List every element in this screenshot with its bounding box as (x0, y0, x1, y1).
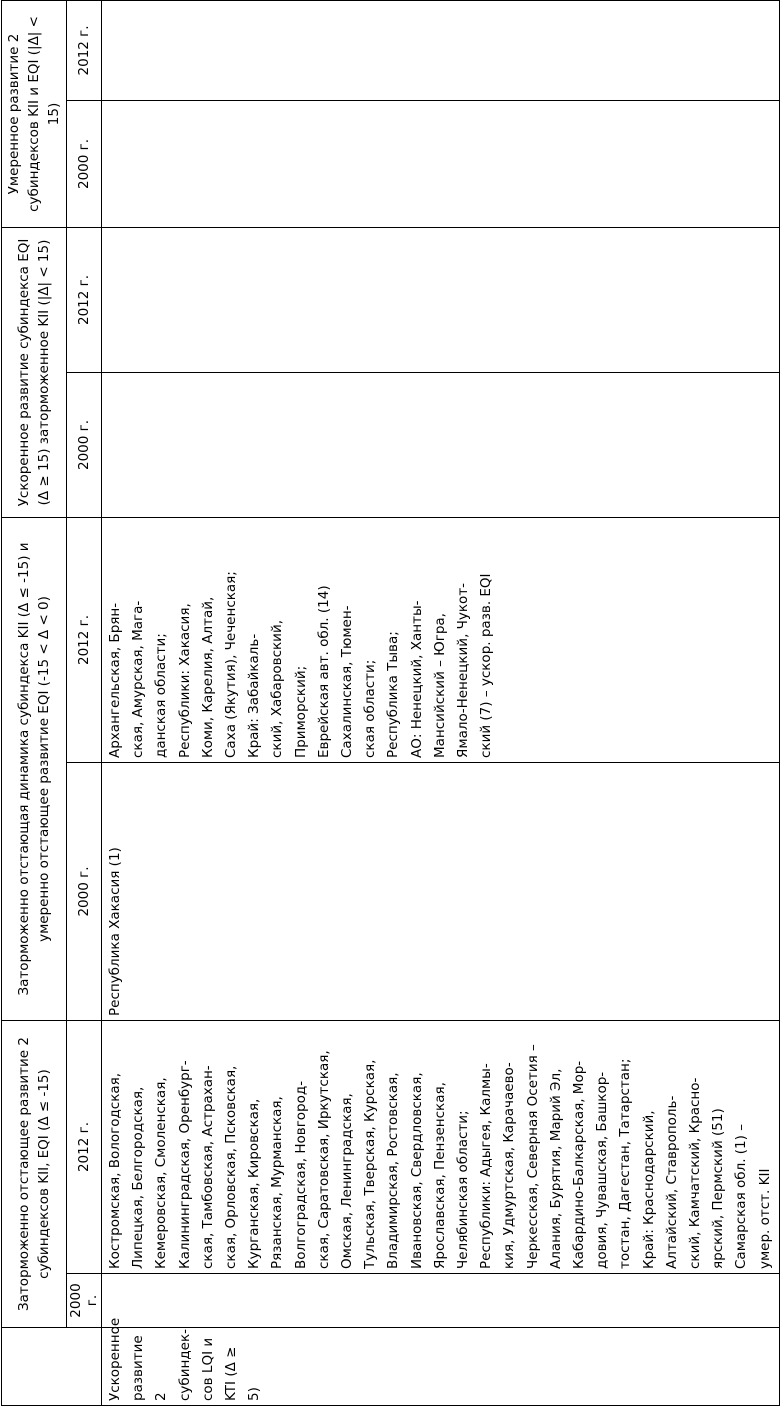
development-table (1, 0, 780, 1406)
group-header-2: Заторможенно отстающая динамика субиндекса KII (Δ ≤ -15) и умеренно отстающее развитие EQI (-15 < Δ < 0) (2, 517, 67, 1020)
year-header: 2012 г. (67, 227, 102, 372)
year-header: 2000 г. (67, 372, 102, 517)
table-cell: Архангельская, Брян- ская, Амурская, Мага- данская области; Республики: Хакасия, Коми, Карелия, Алтай, Саха (Якутия), Чеченская; Край: Забайкаль- ский, Хабаровский, Приморский; Еврейская авт. обл. (14) Сахалинская, Тюмен- ская области; Республика Тыва; АО: Ненецкий, Ханты- Мансийский – Югра, Ямало-Ненецкий, Чукот- ский (7) – ускор. разв. EQI (102, 517, 780, 762)
table-cell (102, 372, 780, 517)
table-cell (102, 1274, 780, 1328)
header-row (2, 0, 67, 1405)
year-header: 2012 г. (67, 0, 102, 100)
corner-cell (2, 1328, 102, 1406)
table-cell (102, 227, 780, 372)
table-cell: Республика Хакасия (1) (102, 763, 780, 1021)
row-label: Ускоренное развитие 2 субиндек- сов LQI и KTI (Δ ≥ 5) (102, 1328, 780, 1406)
table-cell (102, 100, 780, 227)
group-header-3: Ускоренное развитие субиндекса EQI (Δ ≥ 15) заторможенное KII (|Δ| < 15) (2, 227, 67, 517)
table-cell: Костромская, Вологодская, Липецкая, Белгородская, Кемеровская, Смоленская, Калининградская, Оренбург- ская, Тамбовская, Астрахан- ская, Орловская, Псковская, Курганская, Кировская, Рязанская, Мурманская, Волгоградская, Новгород- ская, Саратовская, Иркутская, Омская, Ленинградская, Тульская, Тверская, Курская, Владимирская, Ростовская, Ивановская, Свердловская, Ярославская, Пензенская, Челябинская области; Республики: Адыгея, Калмы- кия, Удмуртская, Карачаево- Черкесская, Северная Осетия – Алания, Бурятия, Марий Эл, Кабардино-Балкарская, Мор- довия, Чувашская, Башкор- тостан, Дагестан, Татарстан; Край: Краснодарский, Алтайский, Ставрополь- ский, Камчатский, Красно- ярский, Пермский (51) Самарская обл. (1) – умер. отст. KII (102, 1021, 780, 1274)
year-header: 2000 г. (67, 100, 102, 227)
table-row (102, 0, 780, 1405)
year-row (67, 0, 102, 1405)
year-header: 2012 г. (67, 517, 102, 762)
year-header: 2000 г. (67, 763, 102, 1021)
group-header-1: Заторможенно отстающее развитие 2 субиндексов KII, EQI (Δ ≤ -15) (2, 1021, 67, 1328)
group-header-4: Умеренное развитие 2 субиндексов KII и EQI (|Δ| < 15) (2, 0, 67, 227)
year-header: 2000 г. (67, 1274, 102, 1328)
table-cell (102, 0, 780, 100)
year-header: 2012 г. (67, 1021, 102, 1274)
